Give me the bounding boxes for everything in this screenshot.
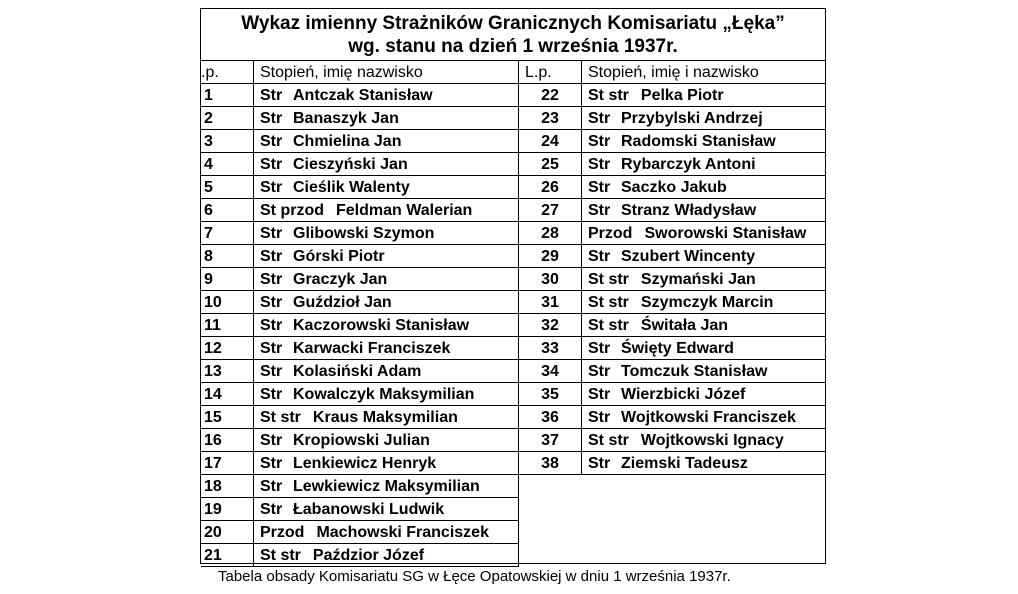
person-name: Ziemski Tadeusz (621, 455, 748, 472)
table-row-number: 28 (519, 222, 582, 245)
person-name: Banaszyk Jan (293, 110, 399, 127)
person-name: Świtała Jan (640, 317, 729, 334)
table-row-name (582, 383, 826, 406)
table-row-name (254, 107, 519, 130)
table-row-number: 19 (201, 498, 254, 521)
person-name: Lewkiewicz Maksymilian (293, 478, 480, 495)
table-row-number: 20 (201, 521, 254, 544)
table-row-name (254, 429, 519, 452)
header-left-name: Stopień, imię nazwisko (254, 61, 519, 84)
rank-label: St str (588, 432, 629, 449)
table-row-number: 21 (201, 544, 254, 567)
person-name: Kraus Maksymilian (312, 409, 458, 426)
table-row-number: 36 (519, 406, 582, 429)
table-row-name (254, 199, 519, 222)
rank-label: St str (260, 409, 301, 426)
rank-label: Str (260, 179, 283, 196)
rank-label: St str (588, 294, 629, 311)
table-row-number: 12 (201, 337, 254, 360)
table-row-number: 23 (519, 107, 582, 130)
rank-label: Str (588, 455, 611, 472)
person-name: Szymczyk Marcin (640, 294, 774, 311)
table-row-number: 25 (519, 153, 582, 176)
person-name: Wojtkowski Ignacy (640, 432, 784, 449)
header-right-lp: L.p. (519, 61, 582, 84)
person-name: Glibowski Szymon (293, 225, 435, 242)
person-name: Paździor Józef (312, 547, 425, 564)
table-row-name (254, 268, 519, 291)
table-row-name (582, 222, 826, 245)
rank-label: Str (588, 110, 611, 127)
rank-label: Str (260, 432, 283, 449)
header-left-lp: .p. (201, 61, 254, 84)
rank-label: Str (588, 202, 611, 219)
title-line-1: Wykaz imienny Strażników Granicznych Komisariatu „Łęka” (241, 13, 785, 34)
person-name: Łabanowski Ludwik (293, 501, 445, 518)
table-row-name (254, 291, 519, 314)
table-row-name (582, 452, 826, 475)
table-row-number: 34 (519, 360, 582, 383)
rank-label: Str (260, 271, 283, 288)
header-right-name: Stopień, imię i nazwisko (582, 61, 826, 84)
rank-label: Str (260, 156, 283, 173)
person-name: Guździoł Jan (293, 294, 392, 311)
table-row-number: 6 (201, 199, 254, 222)
person-name: Cieślik Walenty (293, 179, 410, 196)
table-row-number: 11 (201, 314, 254, 337)
table-row-number: 3 (201, 130, 254, 153)
person-name: Wojtkowski Franciszek (621, 409, 796, 426)
person-name: Pelka Piotr (640, 87, 724, 104)
person-name: Szymański Jan (640, 271, 756, 288)
rank-label: Str (260, 363, 283, 380)
person-name: Chmielina Jan (293, 133, 402, 150)
rank-label: Str (260, 110, 283, 127)
rank-label: Str (588, 363, 611, 380)
person-name: Lenkiewicz Henryk (293, 455, 437, 472)
person-name: Saczko Jakub (621, 179, 727, 196)
table-row-name (254, 337, 519, 360)
table-row-name (254, 521, 519, 544)
table-row-number: 10 (201, 291, 254, 314)
table-row-name (254, 222, 519, 245)
document-title (201, 9, 825, 61)
table-row-name (582, 130, 826, 153)
rank-label: St str (588, 317, 629, 334)
rank-label: Str (260, 87, 283, 104)
person-name: Święty Edward (621, 340, 734, 357)
person-name: Feldman Walerian (336, 202, 473, 219)
person-name: Cieszyński Jan (293, 156, 408, 173)
table-row-name (582, 268, 826, 291)
person-name: Kowalczyk Maksymilian (293, 386, 475, 403)
table-row-name (254, 452, 519, 475)
table-row-name (582, 337, 826, 360)
table-row-number: 18 (201, 475, 254, 498)
table-row-name (254, 130, 519, 153)
person-name: Tomczuk Stanisław (621, 363, 768, 380)
table-row-name (582, 406, 826, 429)
rank-label: Str (260, 386, 283, 403)
table-row-number: 33 (519, 337, 582, 360)
table-row-number: 4 (201, 153, 254, 176)
rank-label: Str (260, 133, 283, 150)
table-row-name (582, 429, 826, 452)
rank-label: Str (260, 225, 283, 242)
table-row-number: 26 (519, 176, 582, 199)
rank-label: Str (588, 248, 611, 265)
table-row-number: 1 (201, 84, 254, 107)
table-row-name (582, 199, 826, 222)
table-row-name (582, 176, 826, 199)
table-caption: Tabela obsady Komisariatu SG w Łęce Opatowskiej w dniu 1 września 1937r. (218, 568, 731, 585)
person-name: Sworowski Stanisław (644, 225, 807, 242)
rank-label: Str (260, 501, 283, 518)
rank-label: Str (588, 409, 611, 426)
table-row-name (254, 498, 519, 521)
roster-document (200, 8, 826, 564)
table-row-number: 29 (519, 245, 582, 268)
table-row-name (254, 406, 519, 429)
table-row-name (582, 291, 826, 314)
person-name: Przybylski Andrzej (621, 110, 763, 127)
table-row-number: 31 (519, 291, 582, 314)
person-name: Karwacki Franciszek (293, 340, 451, 357)
person-name: Stranz Władysław (621, 202, 757, 219)
rank-label: Str (588, 133, 611, 150)
person-name: Kropiowski Julian (293, 432, 430, 449)
person-name: Wierzbicki Józef (621, 386, 746, 403)
table-row-number: 9 (201, 268, 254, 291)
table-row-name (254, 360, 519, 383)
person-name: Kolasiński Adam (293, 363, 422, 380)
table-row-name (254, 544, 519, 567)
rank-label: Str (260, 317, 283, 334)
rank-label: Str (588, 386, 611, 403)
rank-label: St przod (260, 202, 324, 219)
table-row-name (582, 314, 826, 337)
table-row-name (254, 153, 519, 176)
rank-label: St str (588, 271, 629, 288)
rank-label: Str (260, 340, 283, 357)
person-name: Górski Piotr (293, 248, 385, 265)
rank-label: Przod (260, 524, 305, 541)
table-row-number: 8 (201, 245, 254, 268)
table-row-number: 32 (519, 314, 582, 337)
table-row-number: 37 (519, 429, 582, 452)
table-row-number: 22 (519, 84, 582, 107)
table-row-number: 35 (519, 383, 582, 406)
rank-label: St str (588, 87, 629, 104)
table-row-name (254, 383, 519, 406)
person-name: Szubert Wincenty (621, 248, 756, 265)
rank-label: St str (260, 547, 301, 564)
table-row-name (254, 314, 519, 337)
table-row-number: 7 (201, 222, 254, 245)
table-row-number: 5 (201, 176, 254, 199)
table-row-name (254, 245, 519, 268)
rank-label: Str (260, 455, 283, 472)
rank-label: Str (588, 179, 611, 196)
title-line-2: wg. stanu na dzień 1 września 1937r. (348, 36, 678, 57)
table-row-number: 24 (519, 130, 582, 153)
table-row-name (254, 84, 519, 107)
person-name: Graczyk Jan (293, 271, 388, 288)
table-row-number: 17 (201, 452, 254, 475)
table-row-number: 16 (201, 429, 254, 452)
table-row-name (254, 176, 519, 199)
rank-label: Str (260, 248, 283, 265)
table-row-name (582, 360, 826, 383)
rank-label: Str (260, 294, 283, 311)
table-row-number: 38 (519, 452, 582, 475)
person-name: Rybarczyk Antoni (621, 156, 756, 173)
person-name: Antczak Stanisław (293, 87, 433, 104)
table-row-number: 27 (519, 199, 582, 222)
rank-label: Str (260, 478, 283, 495)
person-name: Machowski Franciszek (316, 524, 489, 541)
table-row-number: 13 (201, 360, 254, 383)
table-row-number: 30 (519, 268, 582, 291)
table-row-name (582, 84, 826, 107)
table-row-name (582, 245, 826, 268)
table-row-name (254, 475, 519, 498)
table-row-number: 14 (201, 383, 254, 406)
table-row-name (582, 107, 826, 130)
table-row-number: 15 (201, 406, 254, 429)
person-name: Radomski Stanisław (621, 133, 776, 150)
rank-label: Przod (588, 225, 633, 242)
table-row-name (582, 153, 826, 176)
person-name: Kaczorowski Stanisław (293, 317, 470, 334)
rank-label: Str (588, 156, 611, 173)
rank-label: Str (588, 340, 611, 357)
table-row-number: 2 (201, 107, 254, 130)
